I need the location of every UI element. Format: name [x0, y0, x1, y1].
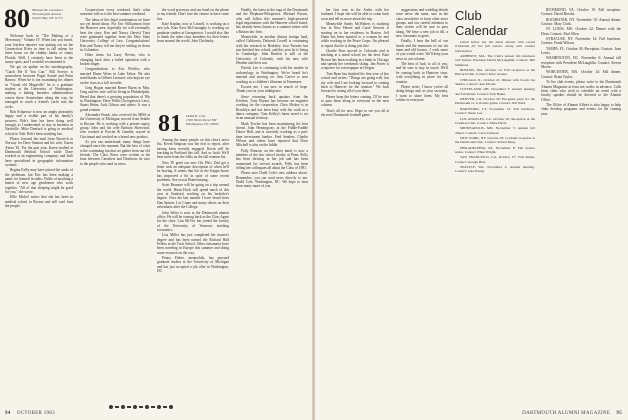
paragraph: Among the many people on this class's news list, Kevin Simpson was the first to report, after having been recently engaged. Kevin will be teaching in Portland this fall. And so forth. We'll hear more from the folks on the fall reunion list. — [157, 138, 229, 160]
column-1 — [5, 34, 73, 394]
calendar-entry: DENVER, CO. October 29: Pre-game party for the Dartmouth vs. Colorado game. Contact: Jim Ward. — [455, 97, 535, 106]
paragraph: Congratulations to Eric Pfeiffer, who married Diane Weiss in Lake Tahoe. We also send thanks to Gilbert Leonard, who kept an eye on the class as a fall recorder. — [80, 67, 150, 85]
paragraph: Since returning back upstairs from the Kitchen, Tony Bryant has become an engineer working for the corporation. Chris Hickey is in Brooklyn and has been busy with his work in a dance company. Tom Kelley's latest novel is set in an unusual territory. — [236, 94, 308, 121]
decorative-ornament-icon — [103, 403, 183, 411]
paragraph: Now I'll greet our new Chi Phi's. Dad got a letter with an adequate description of when he'll be leaving. It seems that life in the Kappa house has improved a bit in spite of some recent problems. See you at Homecoming. — [157, 160, 229, 183]
secretary-name: Michael M. Carothers — [32, 8, 64, 12]
paragraph: Cooperstown every weekend, that's what someone told us is the best summer weekend. — [80, 8, 150, 17]
right-page — [315, 0, 628, 420]
paragraph: Please write; I know you're all doing things and, as your secretary, I want to share them. My best wishes to everyone. — [396, 84, 448, 102]
calendar-entry: The Office of Alumni Affairs is also happy to help clubs develop programs and events for the coming year. — [541, 102, 621, 116]
paragraph: Please keep the letters coming. I'll be sure to pass them along to everyone in the next column. — [321, 94, 389, 108]
calendar-entry: MINNEAPOLIS, MN. November 5: Annual fall dinner. Contact: Carol Johnson. — [455, 126, 535, 135]
calendar-entry: SYRACUSE, NY. November 14: Fall luncheon. Contact: Frank Wilson. — [541, 37, 621, 46]
calendar-entry: PHILADELPHIA, PA. November 8: Fall lecture series. Contact: Ellen Wright. — [455, 145, 535, 154]
paragraph: Meanwhile Sandy McWalters is studying law in New Haven and Carol Stevens is moving on to her residency in Boston. Jeff Dunn has been married to a woman he met while working in the Peace Corps. I'm pleased to report that he is doing just fine. — [321, 22, 389, 48]
paragraph: the word processor and our hand on the phone to my friends. Don't lose the chance to have some fun. — [157, 8, 229, 21]
class-secretary-80 — [32, 8, 74, 21]
paragraph: Ellie Mickel writes that she has been in medical school in Boston and still can't beat the people. — [5, 195, 73, 209]
calendar-entry: ROCHESTER, NY. November 10: Annual dinner. Contact: Mary Clark. — [541, 17, 621, 27]
calendar-entry: CHICAGO, IL. October 21: Dinner with Coach Joe Yukica. Contact: Ann Morris. — [455, 77, 535, 87]
paragraph: Meanwhile, in another distant foreign land, called California, Deborah Cowell is continuing with her research in Berkeley. Jose Fuentes has just finished law school, and this year he is living in Cambridge. John Bartlett is still at the University of Colorado, with his new wife Heather and their son. — [236, 35, 308, 66]
paragraph: Scott Brasmer will be going on a trip around the world. Brian Hock will spend much of this year at Stanford, working on his bachelor's degree. Over the last months I have heard from Dan Spitzer, Liz Crane and many others on their adventures after the College. — [157, 183, 229, 210]
calendar-entry: AMHERST, MA. The Club's annual fall luncheon will feature President David McLaughlin. Contact: Bill Simmons. — [455, 54, 535, 67]
calendar-entry: SAN FRANCISCO, CA. October 27: Fall dinner. Contact: George Hall. — [455, 155, 535, 164]
secretary-city: Washington, DC 20005 — [186, 122, 219, 127]
left-footer — [5, 411, 55, 416]
paragraph: Charlie Ross moved to Colorado and is teaching at a small school for the deaf. Kate Brown has been working in a bank in Chicago and spends her weekends skiing. Jim Porter is a reporter for a newspaper in Oregon. — [321, 49, 389, 71]
club-calendar-intro: Listed below are the latest alumni club events scheduled for the fall season, along with contact information. — [455, 40, 535, 53]
paragraph: Excuse me, I am now in search of hope. Thank you for your indulgence. — [236, 84, 308, 94]
column-3-bottom — [157, 138, 229, 394]
column-4 — [236, 8, 308, 394]
paragraph: Mark Fowler has been maintaining his best friend, John Hemingway, at the Fiddle-Faddle Dance Hall, and is currently working as a part-time investment banker. Fred Sanders, Charlie Wilson and others have reported that Dave Mitchell is also on the fiddle. — [236, 121, 308, 148]
paragraph: Bob Schpector is now an amply pleasantly happy and a visible part of his family's prowess. Bob's firm has been doing well enough, as I understand, to stay in business in Nashville. Mike Dunford is going to medical school in Yale. Bob's been studying law. — [5, 109, 73, 136]
paragraph: That's all for now. Hope to see you all at the next Dartmouth football game. — [321, 108, 389, 117]
calendar-entry: SEATTLE, WA. November 2: Annual meeting. Contact: Lisa Young. — [455, 164, 535, 174]
club-calendar-column-2 — [541, 8, 621, 394]
paragraph: Penny Fisher, meanwhile, has pursued graduate studies at the University of Michigan and has just accepted a job offer in Washington, DC. — [157, 255, 229, 273]
paragraph: Greg Hogan married Renee Burns in May. Greg and his wife will be living in Philadelphia. Heard that there's a growing population of '80s in Washington: Dave Willis (Georgetown Law), Stuart Heinz, Jack Gibson and others. It was a grand reunion. — [80, 85, 150, 112]
paragraph: As you can understand, many things have changed since the summer. But the best of what is the continuing fun that we gather from our old friends. The Class Notes were written at the hour between Carothers and Dearborn; be nice to the people who send us news. — [80, 139, 150, 166]
page-number: 94 — [5, 411, 11, 416]
paragraph: suggestions and wedding details were never the same, sure in the class newsletter or from other news groups, and our careful attention to their stories will be sure to pass along. We have a new job to fill, a new classmate to greet. — [396, 8, 448, 39]
secretary-name: Dodd D. Cole — [186, 114, 206, 118]
calendar-entry: HARTFORD, CT. November 12: Fall luncheon. Contact: Susan Lee. — [455, 106, 535, 116]
paragraph: Finally, I hear the bell of our heads and the memories of our ski team and old houses. I wish more of you would write. We'll keep your news in our column. — [396, 39, 448, 61]
issue-date: OCTOBER 1983 — [16, 411, 55, 416]
column-5 — [321, 8, 389, 394]
column-6 — [396, 8, 448, 394]
paragraph: John Weiss is now at the Dartmouth alumni office. He will be coming back as the Class Agent for the class. Lisa McVey has joined the faculty of the University of Vermont, teaching economics. — [157, 210, 229, 232]
calendar-entry: To list club events, please write to the Dartmouth Alumni Magazine at least ten weeks in advance. Calls from clubs who wish to schedule an event with a faculty speaker should be directed to the Alumni Office. — [541, 80, 621, 102]
column-2 — [80, 8, 150, 388]
column-3-top — [157, 8, 229, 108]
paragraph: The ideas of this legal combination we have not yet heard about. For Eric Williamson from the Hanover area, hopefully we will eventually hear the story. Ken and Nancy (Jarvis) Tietz were graduated together from the Ohio State University College of Law. Congratulations! Ken and Nancy tell me they're settling in down in Columbus. — [80, 17, 150, 53]
calendar-entry: WASHINGTON, DC. November 6: Annual fall reception with President McLaughlin. Contact: Steven Moore. — [541, 56, 621, 70]
class-number-80: 80 — [4, 4, 30, 33]
calendar-entry: CLEVELAND, OH. November 3: Annual meeting and fall dinner. Contact: Tom Baker. — [455, 87, 535, 96]
club-calendar-column-1 — [455, 8, 535, 394]
paragraph: Patrick Lee is continuing with his studies in archaeology in Washington. We've heard he's married and moving on. Ann Carver is now working as a children's librarian in Tennessee. — [236, 66, 308, 84]
paragraph: Other items for Larry Nevins, who is changing back after a failed operation with a broken finger. — [80, 53, 150, 67]
calendar-entry: LOS ANGELES, CA. October 20: Reception at the Jonathan Club. Contact: Mark Davis. — [455, 116, 535, 125]
left-page — [0, 0, 313, 420]
club-calendar-title: Club Calendar — [455, 8, 508, 38]
paragraph: Welcome back to "The Making of a Mercenary," Volume IV. When last you heard, your fearless reporter was putting out on the Connecticut River in time to fall asleep for three hours on the chubby banks of sunny Florida. Well, I certainly have been to the sunny spots, and I wouldn't recommend it. — [5, 34, 73, 65]
class-secretary-81 — [186, 114, 230, 127]
secretary-street: 30 Lexington Avenue — [32, 12, 62, 17]
paragraph: Kate Kaplan, now at Cornell, is working on a new job. Kate Kerr McConaughy is working on graduate studies at Georgetown. I would also like to thank the other class members for their letters from around the world. John Chelinsky. — [157, 22, 229, 44]
calendar-entry: ST. LOUIS, MO. October 22: Dinner with the Dean. Contact: Paul Allen. — [541, 27, 621, 36]
secretary-city: Oyster Bay, NY 11771 — [32, 16, 63, 21]
paragraph: her first tour in the Andes with her husband. I hope she will be able to come back soon and tell us more about the trip. — [321, 8, 389, 21]
paragraph: Lisa Miller has just completed her master's degree and has been named the Richard Hall Fellow at the Tuck School. Other classmates have been traveling in Europe this summer and doing some research on the way. — [157, 233, 229, 255]
calendar-entry: BOSTON, MA. October 14: Fall reception at the Harvard Club. Contact: Peter Greene. — [455, 68, 535, 77]
class-number-81: 81 — [158, 111, 182, 137]
paragraph: We got an update on his autobiography, "Catch Me If You Can." Bill Screws is somewhere between Puget Sound and Point Barrow. When he is not examining his dinner in "Grand old Mugsville" he is a graduate student at the University of Washington, making a baking business administration course there. Somewhere along the way, he managed to crash a friend's yacht into the rocks. — [5, 65, 73, 109]
calendar-entry: WORCESTER, MA. October 24: Fall dinner. Contact: Brian Taylor. — [541, 70, 621, 79]
paragraph: Alexander Frank, who received his MBA at the University of Michigan, moved from Seattle to Boston. He is working with a private equity group. John and his wife Barbara Sherwood, who worked at Procter & Gamble, stayed in Cincinnati and worked on a brand new product. — [80, 112, 150, 139]
secretary-street: 1500 Ninth Street NW — [186, 118, 217, 123]
paragraph: The best of luck to all of you, and be sure to stay in touch. We'll be coming back to Hanover soon, with everything in place for the reunion. — [396, 62, 448, 84]
calendar-entry: RICHMOND, VA. October 19: Fall reception. Contact: David Brooks. — [541, 8, 621, 17]
paragraph: Finally, the latest in the saga of the Dartmouth and the Elephant-Whisperers. Michael Brown, who will follow this summer's high-powered legal negotiations with the Hanover school board, has already been chosen as a summer intern with a Boston law firm. — [236, 8, 308, 34]
paragraph: Tom Ryan has finished his first year of law school and writes: "Things are going well, but my wife and I are looking forward to coming back to Hanover for the reunion." We look forward to seeing all of you there. — [321, 71, 389, 94]
page-number: 95 — [616, 411, 622, 416]
paragraph: Please note Dodd Cole's new address above. Remember, you can send news directly to me: Dodd Cole, Washington, DC. We hope to hear from many more of you. — [236, 171, 308, 189]
right-footer — [522, 411, 622, 416]
calendar-entry: NEW YORK, NY. October 25: Cocktail reception at the Dartmouth Club. Contact: Robert King. — [455, 135, 535, 145]
paragraph: Please forward the mail from Norwich to Norway for Dave Stanton and his wife, Karen Ahern '81. For the past year, Karen studied at Dartmouth Medical School while Dave worked at an engineering company; and both have specialized in geographic information systems. — [5, 136, 73, 167]
paragraph: Regina Kelly may have joined the ranks of the plebeians, but Eric has been making a name for himself in radio. Fields of anything a bunch of new age gentlemen who work together. "All of that sleeping might be good for you," she wrote. — [5, 168, 73, 195]
paragraph: Polly Duncan, on the other hand, is now a member of the law school faculty at Penn. Polly has been thriving in her job and has been nominated for several awards. Polly has been telling her colleagues all about the Class of 1981. — [236, 148, 308, 171]
publication-name: DARTMOUTH ALUMNI MAGAZINE — [522, 411, 611, 416]
calendar-entry: TAMPA, FL. October 30: Reception. Contact: Joan Lewis. — [541, 46, 621, 56]
